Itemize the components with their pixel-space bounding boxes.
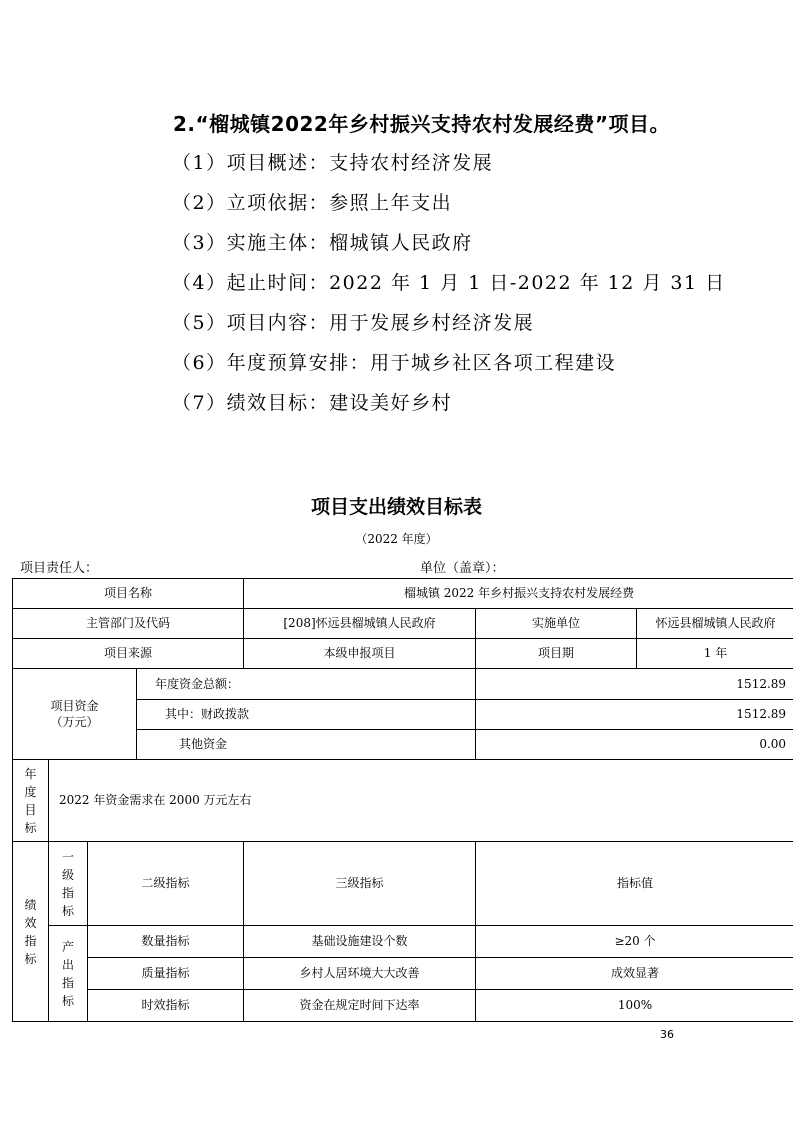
output-indicator-label: [49, 926, 88, 1022]
row1-level2: 数量指标: [88, 926, 244, 958]
row1-value: ≥20 个: [476, 926, 793, 958]
source-label: 项目来源: [13, 639, 244, 669]
performance-goal: （7）绩效目标：建设美好乡村: [172, 392, 453, 414]
fiscal-value: 1512.89: [476, 700, 793, 730]
unit-seal-label: 单位（盖章）：: [420, 561, 505, 576]
level3-label: 三级指标: [244, 842, 476, 926]
table-row: [13, 926, 793, 958]
table-row: [13, 958, 793, 990]
project-basis: （2）立项依据：参照上年支出: [172, 192, 453, 214]
page-number: 36: [660, 1028, 674, 1041]
project-overview: （1）项目概述：支持农村经济发展: [172, 152, 494, 174]
table-row: [13, 990, 793, 1022]
output-indicator-label-text: 产出指标: [62, 939, 75, 1008]
row3-level3: 资金在规定时间下达率: [244, 990, 476, 1022]
period-label: 项目期: [476, 639, 637, 669]
responsible-person-label: 项目责任人：: [20, 561, 99, 576]
table-row: [13, 579, 793, 609]
table-year: （2022 年度）: [355, 532, 438, 546]
row2-level3: 乡村人居环境大大改善: [244, 958, 476, 990]
table-row: [13, 609, 793, 639]
table-row: [13, 760, 793, 842]
annual-goal-value: 2022 年资金需求在 2000 万元左右: [49, 760, 793, 842]
implementing-body: （3）实施主体：榴城镇人民政府: [172, 232, 473, 254]
project-name-value: 榴城镇 2022 年乡村振兴支持农村发展经费: [244, 579, 793, 609]
performance-table: [12, 578, 793, 1022]
project-name-label: 项目名称: [13, 579, 244, 609]
impl-unit-value: 怀远县榴城镇人民政府: [637, 609, 793, 639]
annual-total-label: 年度资金总额：: [137, 669, 476, 700]
dept-value: [208]怀远县榴城镇人民政府: [244, 609, 476, 639]
period-value: 1 年: [637, 639, 793, 669]
perf-indicator-label: [13, 842, 49, 1022]
level1-label: [49, 842, 88, 926]
level1-label-text: 一级指标: [62, 849, 75, 918]
table-row: [13, 842, 793, 926]
project-content: （5）项目内容：用于发展乡村经济发展: [172, 312, 535, 334]
other-funds-label: 其他资金: [137, 730, 476, 760]
other-funds-value: 0.00: [476, 730, 793, 760]
value-label: 指标值: [476, 842, 793, 926]
level2-label: 二级指标: [88, 842, 244, 926]
table-row: [13, 639, 793, 669]
section-heading: 2.“榴城镇2022年乡村振兴支持农村发展经费”项目。: [173, 112, 670, 136]
perf-indicator-label-text: 绩效指标: [24, 897, 37, 966]
table-row: [13, 669, 793, 700]
row3-value: 100%: [476, 990, 793, 1022]
row3-level2: 时效指标: [88, 990, 244, 1022]
annual-total-value: 1512.89: [476, 669, 793, 700]
row2-level2: 质量指标: [88, 958, 244, 990]
row1-level3: 基础设施建设个数: [244, 926, 476, 958]
dept-label: 主管部门及代码: [13, 609, 244, 639]
source-value: 本级申报项目: [244, 639, 476, 669]
annual-goal-label: [13, 760, 49, 842]
annual-goal-label-text: 年度目标: [24, 766, 37, 835]
table-title: 项目支出绩效目标表: [310, 496, 482, 518]
project-period: （4）起止时间：2022 年 1 月 1 日-2022 年 12 月 31 日: [172, 272, 726, 294]
annual-budget-plan: （6）年度预算安排：用于城乡社区各项工程建设: [172, 352, 617, 374]
funds-label: [13, 669, 137, 760]
funds-label-text: 项目资金（万元）: [50, 698, 99, 729]
row2-value: 成效显著: [476, 958, 793, 990]
impl-unit-label: 实施单位: [476, 609, 637, 639]
fiscal-label: 其中：财政拨款: [137, 700, 476, 730]
